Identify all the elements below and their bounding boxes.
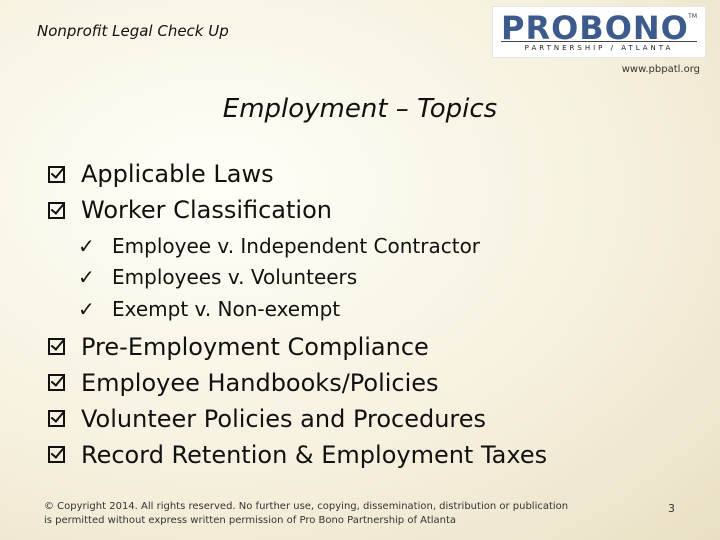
slide-title: Employment – Topics — [222, 94, 498, 124]
checkbox-checked-icon — [48, 374, 65, 391]
sub-bullet-list — [48, 230, 547, 325]
bullet-label: Record Retention & Employment Taxes — [81, 440, 548, 469]
checkmark-icon: ✓ — [78, 233, 95, 258]
sub-bullet-label: Employees v. Volunteers — [112, 265, 358, 290]
bullet-label: Worker Classification — [81, 196, 332, 224]
bullet-item — [48, 156, 547, 192]
sub-bullet-item — [78, 293, 547, 325]
bullet-label: Pre-Employment Compliance — [81, 332, 429, 361]
checkmark-icon: ✓ — [78, 265, 95, 290]
header-title: Nonprofit Legal Check Up — [37, 22, 229, 40]
logo-text-pro: PRO — [501, 9, 580, 47]
sub-bullet-label: Exempt v. Non-exempt — [112, 296, 341, 321]
sub-bullet-item — [78, 230, 547, 262]
sub-bullet-item — [78, 262, 547, 294]
logo-text-bono: BONO — [579, 9, 689, 47]
checkbox-checked-icon — [48, 446, 65, 463]
bullet-item — [48, 365, 547, 401]
logo-subtitle: PARTNERSHIP / ATLANTA — [501, 41, 697, 52]
sub-bullet-label: Employee v. Independent Contractor — [112, 233, 481, 258]
website-url: www.pbpatl.org — [621, 64, 700, 75]
logo-trademark: TM — [688, 13, 697, 20]
bullet-item — [48, 437, 547, 473]
page-number: 3 — [668, 502, 675, 515]
checkmark-icon: ✓ — [78, 296, 95, 321]
bullet-label: Volunteer Policies and Procedures — [81, 404, 487, 433]
checkbox-checked-icon — [48, 166, 65, 183]
checkbox-checked-icon — [48, 202, 65, 219]
bullet-item — [48, 401, 547, 437]
bullet-item — [48, 329, 547, 365]
checkbox-checked-icon — [48, 338, 65, 355]
bullet-label: Employee Handbooks/Policies — [81, 368, 439, 397]
bullet-item — [48, 192, 547, 228]
bullet-label: Applicable Laws — [81, 160, 274, 188]
copyright-notice: © Copyright 2014. All rights reserved. No further use, copying, dissemination, distribution or publication is permitted without express written permission of Pro Bono Partnership of Atlanta — [44, 501, 569, 526]
checkbox-checked-icon — [48, 410, 65, 427]
pro-bono-logo — [492, 6, 706, 58]
bullet-list — [48, 156, 547, 473]
